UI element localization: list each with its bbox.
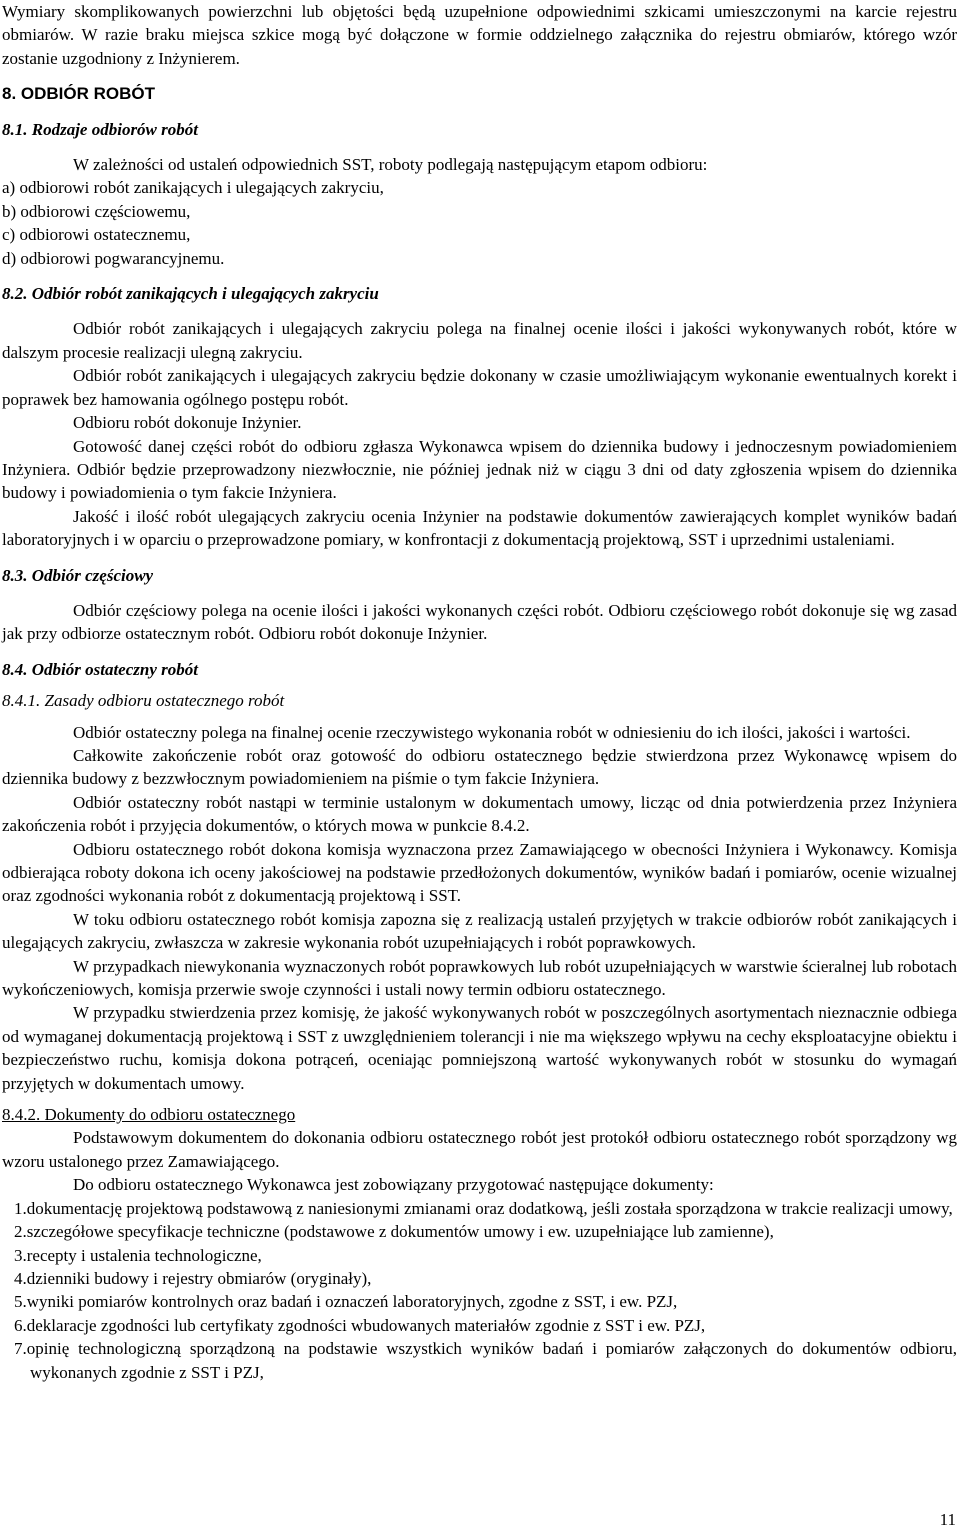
list-item: 6.deklaracje zgodności lub certyfikaty zgodności wbudowanych materiałów zgodnie z SST i ew. PZJ, bbox=[14, 1315, 706, 1335]
paragraph: Do odbioru ostatecznego Wykonawca jest zobowiązany przygotować następujące dokumenty: bbox=[73, 1175, 714, 1195]
intro-paragraph: Wymiary skomplikowanych powierzchni lub objętości będą uzupełnione odpowiednimi szkicami umieszczonymi na karcie rejestru obmiarów. W razie braku miejsca szkice mogą być dołączone w formie oddzielnego załącznika do rejestru obmiarów, którego wzór zostanie uzgodniony z Inżynierem. bbox=[2, 2, 957, 68]
paragraph: Gotowość danej części robót do odbioru zgłasza Wykonawca wpisem do dziennika budowy i jednoczesnym powiadomieniem Inżyniera. Odbiór będzie przeprowadzony niezwłocznie, nie później jednak niż w ciągu 3 dni od daty zgłoszenia wpisem do dziennika budowy i powiadomienia o tym fakcie Inżyniera. bbox=[2, 436, 957, 503]
page-number: 11 bbox=[939, 1510, 956, 1529]
list-item: b) odbiorowi częściowemu, bbox=[2, 201, 191, 221]
section-8-4-title: 8.4. Odbiór ostateczny robót bbox=[2, 659, 198, 679]
list-item: d) odbiorowi pogwarancyjnemu. bbox=[2, 248, 225, 268]
list-item: 1.dokumentację projektową podstawową z naniesionymi zmianami oraz dodatkową, jeśli została sporządzona w trakcie realizacji umowy, bbox=[14, 1198, 953, 1218]
paragraph: Odbiór ostateczny polega na finalnej ocenie rzeczywistego wykonania robót w odniesieniu do ich ilości, jakości i wartości. bbox=[73, 722, 911, 742]
paragraph: Odbioru ostatecznego robót dokona komisja wyznaczona przez Zamawiającego w obecności Inżyniera i Wykonawcy. Komisja odbierająca roboty dokona ich oceny jakościowej na podstawie przedłożonych dokumentów, wyników badań i pomiarów, ocenie wizualnej oraz zgodności wykonania robót z dokumentacją projektową i SST. bbox=[2, 839, 957, 906]
section-8-title: 8. ODBIÓR ROBÓT bbox=[2, 84, 156, 104]
section-8-1-intro: W zależności od ustaleń odpowiednich SST, roboty podlegają następującym etapom odbioru: bbox=[73, 155, 708, 175]
section-8-1-list bbox=[2, 176, 957, 270]
paragraph: W przypadku stwierdzenia przez komisję, że jakość wykonywanych robót w poszczególnych asortymentach nieznacznie odbiega od wymaganej dokumentacją projektową i SST z uwzględnieniem tolerancji i nie ma większego wpływu na cechy eksploatacyjne obiektu i bezpieczeństwo ruchu, komisja dokona potrąceń, oceniając pomniejszoną wartość wykonywanych robót w stosunku do wymagań przyjętych w dokumentach umowy. bbox=[2, 1003, 957, 1093]
list-item: 5.wyniki pomiarów kontrolnych oraz badań i oznaczeń laboratoryjnych, zgodne z SST, i ew. PZJ, bbox=[14, 1292, 678, 1312]
section-8-4-1-title: 8.4.1. Zasady odbioru ostatecznego robót bbox=[2, 691, 285, 711]
paragraph: Jakość i ilość robót ulegających zakryciu ocenia Inżynier na podstawie dokumentów zawierających komplet wyników badań laboratoryjnych i w oparciu o przeprowadzone pomiary, w konfrontacji z dokumentacją projektową, SST i uprzednimi ustaleniami. bbox=[2, 506, 957, 550]
list-item: 7.opinię technologiczną sporządzoną na podstawie wszystkich wyników badań i pomiarów załączonych do dokumentów odbioru, wykonanych zgodnie z SST i PZJ, bbox=[14, 1339, 957, 1382]
list-item: 3.recepty i ustalenia technologiczne, bbox=[14, 1245, 262, 1265]
paragraph: Odbiór robót zanikających i ulegających zakryciu polega na finalnej ocenie ilości i jakości wykonywanych robót, które w dalszym procesie realizacji ulegną zakryciu. bbox=[2, 319, 957, 362]
list-item: a) odbiorowi robót zanikających i ulegających zakryciu, bbox=[2, 178, 384, 198]
paragraph: Odbiór robót zanikających i ulegających zakryciu będzie dokonany w czasie umożliwiającym wykonanie ewentualnych korekt i poprawek bez hamowania ogólnego postępu robót. bbox=[2, 366, 957, 409]
documents-list bbox=[2, 1197, 957, 1384]
paragraph: Odbiór częściowy polega na ocenie ilości i jakości wykonanych części robót. Odbioru częściowego robót dokonuje się wg zasad jak przy odbiorze ostatecznym robót. Odbioru robót dokonuje Inżynier. bbox=[2, 600, 957, 644]
paragraph: W toku odbioru ostatecznego robót komisja zapozna się z realizacją ustaleń przyjętych w trakcie odbiorów robót zanikających i ulegających zakryciu, zwłaszcza w zakresie wykonania robót uzupełniających i robót poprawkowych. bbox=[2, 909, 957, 953]
section-8-4-2-title: 8.4.2. Dokumenty do odbioru ostatecznego bbox=[2, 1105, 296, 1125]
section-8-1-title: 8.1. Rodzaje odbiorów robót bbox=[2, 119, 198, 139]
paragraph: Odbiór ostateczny robót nastąpi w terminie ustalonym w dokumentach umowy, licząc od dnia potwierdzenia przez Inżyniera zakończenia robót i przyjęcia dokumentów, o których mowa w punkcie 8.4.2. bbox=[2, 792, 957, 836]
paragraph: Odbioru robót dokonuje Inżynier. bbox=[73, 413, 302, 433]
document-page bbox=[2, 0, 957, 1384]
list-item: 2.szczegółowe specyfikacje techniczne (podstawowe z dokumentów umowy i ew. uzupełniające lub zamienne), bbox=[14, 1222, 774, 1242]
paragraph: Podstawowym dokumentem do dokonania odbioru ostatecznego robót jest protokół odbioru ostatecznego robót sporządzony wg wzoru ustalonego przez Zamawiającego. bbox=[2, 1128, 957, 1171]
paragraph: W przypadkach niewykonania wyznaczonych robót poprawkowych lub robót uzupełniających w warstwie ścieralnej lub robotach wykończeniowych, komisja przerwie swoje czynności i ustali nowy termin odbioru ostatecznego. bbox=[2, 956, 957, 1000]
section-8-2-title: 8.2. Odbiór robót zanikających i ulegających zakryciu bbox=[2, 284, 379, 304]
list-item: 4.dzienniki budowy i rejestry obmiarów (oryginały), bbox=[14, 1268, 372, 1288]
paragraph: Całkowite zakończenie robót oraz gotowość do odbioru ostatecznego będzie stwierdzona przez Wykonawcę wpisem do dziennika budowy z bezzwłocznym powiadomieniem na piśmie o tym fakcie Inżyniera. bbox=[2, 745, 957, 789]
list-item: c) odbiorowi ostatecznemu, bbox=[2, 225, 191, 245]
section-8-3-title: 8.3. Odbiór częściowy bbox=[2, 565, 154, 585]
